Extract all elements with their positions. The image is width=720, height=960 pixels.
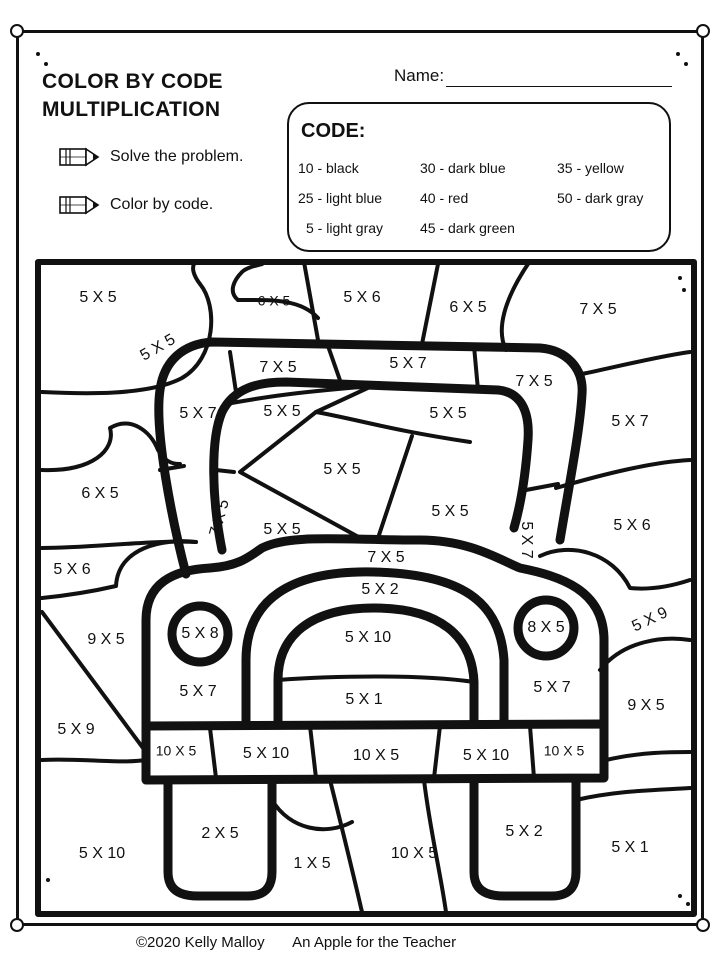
region-label[interactable]: 5 X 5	[263, 403, 301, 421]
region-label[interactable]: 8 X 5	[527, 619, 565, 637]
region-label[interactable]: 6 X 5	[81, 485, 119, 503]
region-label[interactable]: 5 X 10	[242, 745, 290, 763]
region-line	[474, 346, 478, 390]
region-line	[304, 262, 318, 340]
region-line	[210, 728, 216, 778]
region-label[interactable]: 7 X 5	[206, 497, 233, 539]
code-item: 50 - dark gray	[557, 190, 644, 206]
region-line	[606, 752, 690, 760]
region-label[interactable]: 5 X 7	[179, 405, 217, 423]
region-line	[576, 788, 690, 800]
code-item: 35 - yellow	[557, 160, 624, 176]
region-line	[530, 726, 534, 778]
region-label[interactable]: 5 X 5	[431, 503, 469, 521]
region-label[interactable]: 7 X 5	[515, 373, 553, 391]
footer	[136, 934, 456, 951]
region-line	[230, 352, 236, 392]
region-line	[278, 677, 474, 683]
code-item: 25 - light blue	[298, 190, 383, 206]
region-label[interactable]: 5 X 7	[533, 679, 571, 697]
decor-dot	[678, 894, 682, 898]
region-label[interactable]: 5 X 7	[611, 413, 649, 431]
region-label[interactable]: 5 X 10	[462, 747, 510, 765]
region-label[interactable]: 5 X 5	[323, 461, 361, 479]
instruction-text: Color by code.	[110, 196, 214, 213]
region-label[interactable]: 1 X 5	[293, 855, 331, 873]
region-label[interactable]: 10 X 5	[543, 742, 585, 759]
region-label[interactable]: 5 X 9	[629, 604, 671, 636]
region-label[interactable]: 5 X 8	[181, 625, 219, 643]
region-label[interactable]: 5 X 1	[611, 839, 649, 857]
top-cloud-outline	[42, 264, 211, 393]
code-item: 10 - black	[298, 160, 359, 176]
region-label[interactable]: 5 X 5	[263, 521, 301, 539]
region-label[interactable]: 5 X 7	[517, 521, 535, 559]
region-label[interactable]: 10 X 5	[352, 747, 400, 765]
region-line	[378, 436, 412, 538]
code-item: 45 - dark green	[420, 220, 515, 236]
region-label[interactable]: 5 X 2	[505, 823, 543, 841]
region-line	[526, 484, 558, 490]
title-line-2: MULTIPLICATION	[42, 98, 221, 121]
region-label[interactable]: 10 X 5	[155, 742, 197, 759]
instruction-text: Solve the problem.	[110, 148, 244, 165]
region-label[interactable]: 2 X 5	[201, 825, 239, 843]
region-label[interactable]: 6 X 5	[449, 299, 487, 317]
region-line	[502, 264, 528, 350]
region-label[interactable]: 7 X 5	[367, 549, 405, 567]
copyright-credit: ©2020 Kelly Malloy	[136, 934, 265, 951]
region-line	[422, 264, 438, 344]
region-line	[330, 780, 362, 912]
region-line	[42, 760, 146, 762]
region-line	[216, 470, 234, 472]
region-label[interactable]: 5 X 6	[343, 289, 381, 307]
region-label[interactable]: 5 X 2	[361, 581, 399, 599]
region-label[interactable]: 6 X 5	[257, 292, 291, 309]
region-label[interactable]: 5 X 1	[345, 691, 383, 709]
decor-dot	[678, 276, 682, 280]
region-label[interactable]: 5 X 6	[613, 517, 651, 535]
region-label[interactable]: 9 X 5	[627, 697, 665, 715]
site-credit: An Apple for the Teacher	[292, 934, 457, 951]
right-cloud-outline	[600, 639, 690, 670]
region-line	[582, 352, 690, 374]
title-line-1: COLOR BY CODE	[42, 70, 223, 93]
code-item: 30 - dark blue	[420, 160, 506, 176]
region-label[interactable]: 7 X 5	[259, 359, 297, 377]
name-label: Name:	[394, 66, 445, 85]
region-label[interactable]: 7 X 5	[579, 301, 617, 319]
region-label[interactable]: 5 X 5	[137, 331, 179, 365]
region-label[interactable]: 9 X 5	[87, 631, 125, 649]
region-label[interactable]: 5 X 6	[53, 561, 91, 579]
code-item: 40 - red	[420, 190, 469, 206]
region-line	[434, 726, 440, 778]
code-item: 5 - light gray	[306, 220, 384, 236]
decor-dot	[682, 288, 686, 292]
region-label[interactable]: 5 X 7	[389, 355, 427, 373]
decor-dot	[46, 878, 50, 882]
decor-dot	[686, 902, 690, 906]
bus-window-outline	[214, 382, 529, 550]
region-label[interactable]: 5 X 9	[57, 721, 95, 739]
region-label[interactable]: 5 X 10	[78, 845, 126, 863]
region-label[interactable]: 5 X 5	[429, 405, 467, 423]
region-label[interactable]: 5 X 7	[179, 683, 217, 701]
region-label[interactable]: 10 X 5	[390, 845, 438, 863]
region-line	[310, 726, 316, 778]
code-title: CODE:	[301, 120, 366, 142]
region-label[interactable]: 5 X 5	[79, 289, 117, 307]
region-label[interactable]: 5 X 10	[344, 629, 392, 647]
